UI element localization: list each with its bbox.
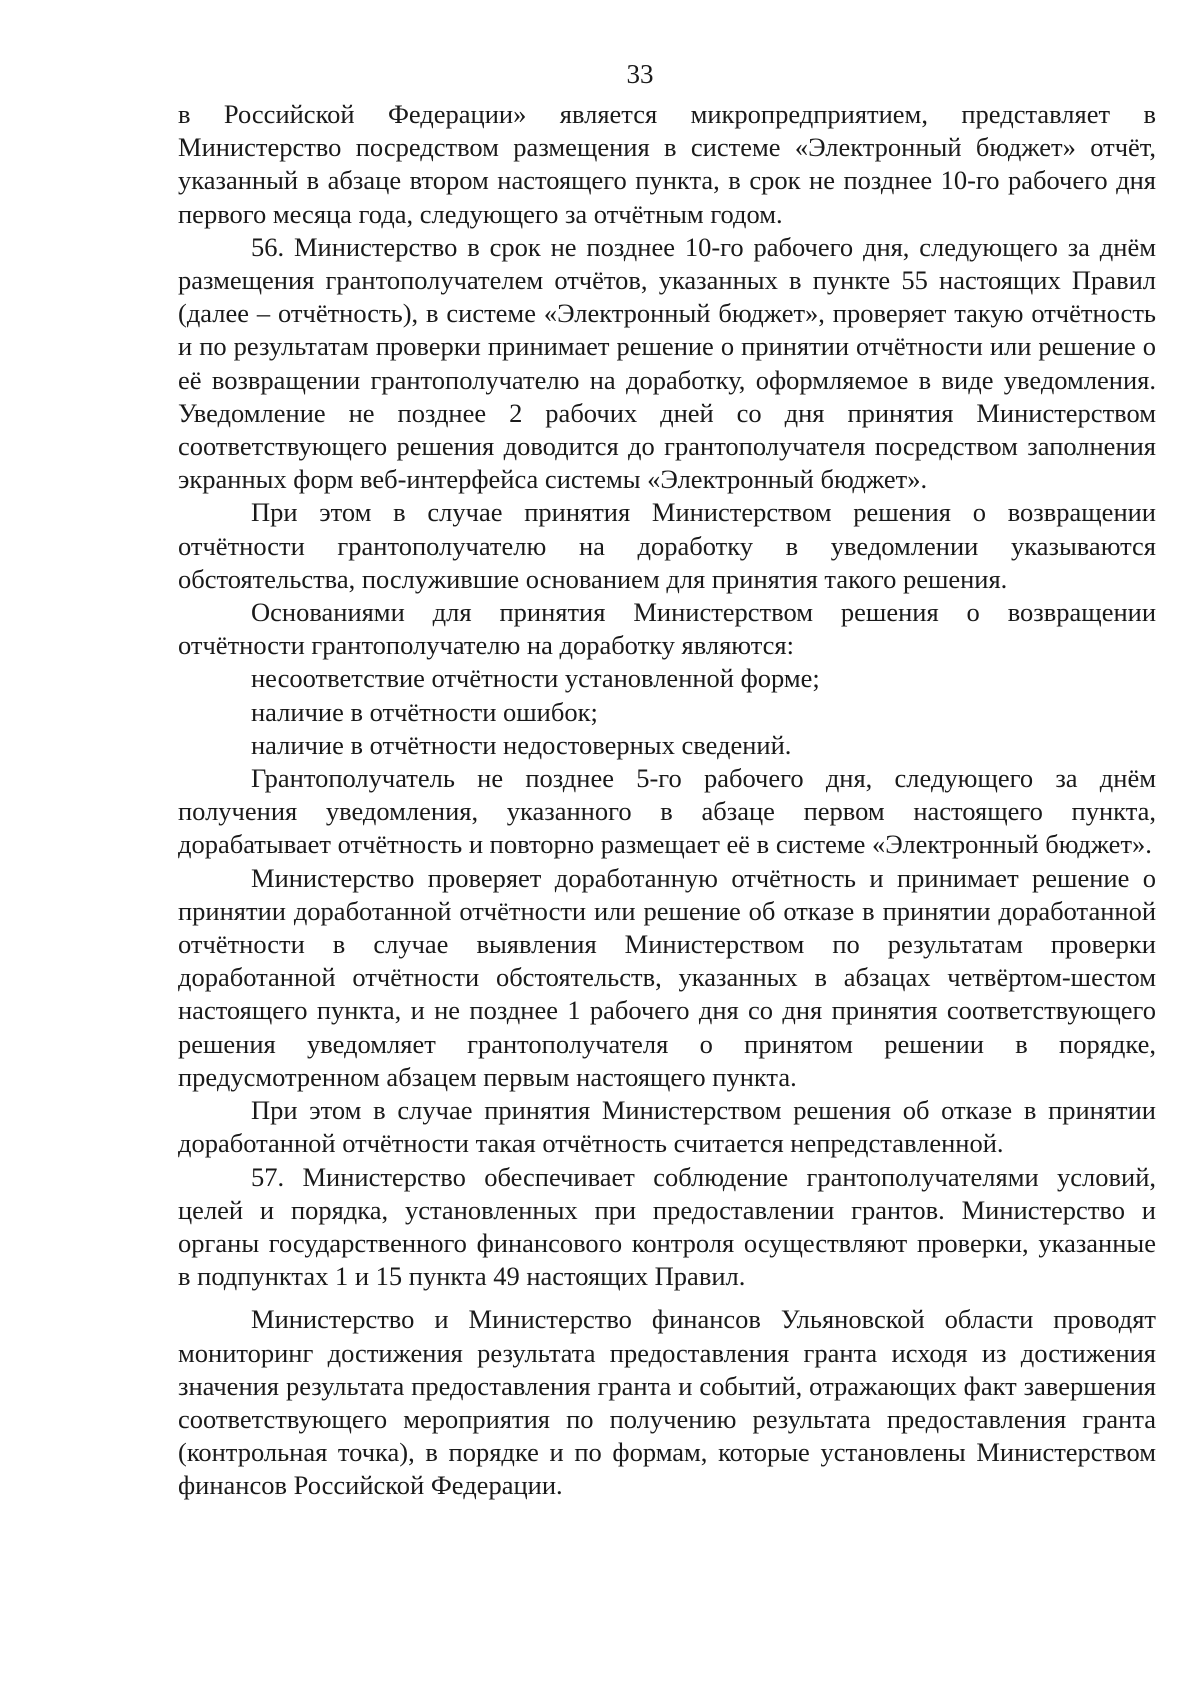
paragraph-rework: Грантополучатель не позднее 5-го рабочего дня, следующего за днём получения уведомления, указанного в абзаце первом настоящего пункта, дорабатывает отчётность и повторно размещает её в системе «Электронный бюджет».: [178, 763, 1156, 860]
document-body: [178, 98, 1156, 1503]
paragraph-monitoring: Министерство и Министерство финансов Ульяновской области проводят мониторинг достижения результата предоставления гранта исходя из достижения значения результата предоставления гранта и событий, отражающих факт завершения соответствующего мероприятия по получению результата предоставления гранта (контрольная точка), в порядке и по формам, которые установлены Министерством финансов Российской Федерации.: [178, 1304, 1156, 1501]
paragraph-refusal: При этом в случае принятия Министерством решения об отказе в принятии доработанной отчётности такая отчётность считается непредставленной.: [178, 1095, 1156, 1159]
paragraph-57: 57. Министерство обеспечивает соблюдение грантополучателями условий, целей и порядка, установленных при предоставлении грантов. Министерство и органы государственного финансового контроля осуществляют проверки, указанные в подпунктах 1 и 15 пункта 49 настоящих Правил.: [178, 1161, 1156, 1292]
paragraph-recheck: Министерство проверяет доработанную отчётность и принимает решение о принятии доработанной отчётности или решение об отказе в принятии доработанной отчётности в случае выявления Министерством по результатам проверки доработанной отчётности обстоятельств, указанных в абзацах четвёртом-шестом настоящего пункта, и не позднее 1 рабочего дня со дня принятия соответствующего решения уведомляет грантополучателя о принятом решении в порядке, предусмотренном абзацем первым настоящего пункта.: [178, 862, 1156, 1092]
paragraph-return-circumstances: При этом в случае принятия Министерством решения о возвращении отчётности грантополучателю на доработку в уведомлении указываются обстоятельства, послужившие основанием для принятия такого решения.: [178, 497, 1156, 594]
list-item: наличие в отчётности ошибок;: [251, 696, 598, 727]
paragraph-return-grounds: Основаниями для принятия Министерством решения о возвращении отчётности грантополучателю на доработку являются:: [178, 597, 1156, 661]
paragraph-continuation: в Российской Федерации» является микропредприятием, представляет в Министерство посредством размещения в системе «Электронный бюджет» отчёт, указанный в абзаце втором настоящего пункта, в срок не позднее 10-го рабочего дня первого месяца года, следующего за отчётным годом.: [178, 99, 1156, 229]
list-item: несоответствие отчётности установленной форме;: [251, 663, 820, 694]
list-item: наличие в отчётности недостоверных сведений.: [251, 729, 792, 760]
page-number: 33: [626, 59, 654, 89]
paragraph-56: 56. Министерство в срок не позднее 10-го рабочего дня, следующего за днём размещения грантополучателем отчётов, указанных в пункте 55 настоящих Правил (далее – отчётность), в системе «Электронный бюджет», проверяет такую отчётность и по результатам проверки принимает решение о принятии отчётности или решение о её возвращении грантополучателю на доработку, оформляемое в виде уведомления. Уведомление не позднее 2 рабочих дней со дня принятия Министерством соответствующего решения доводится до грантополучателя посредством заполнения экранных форм веб-интерфейса системы «Электронный бюджет».: [178, 231, 1156, 495]
